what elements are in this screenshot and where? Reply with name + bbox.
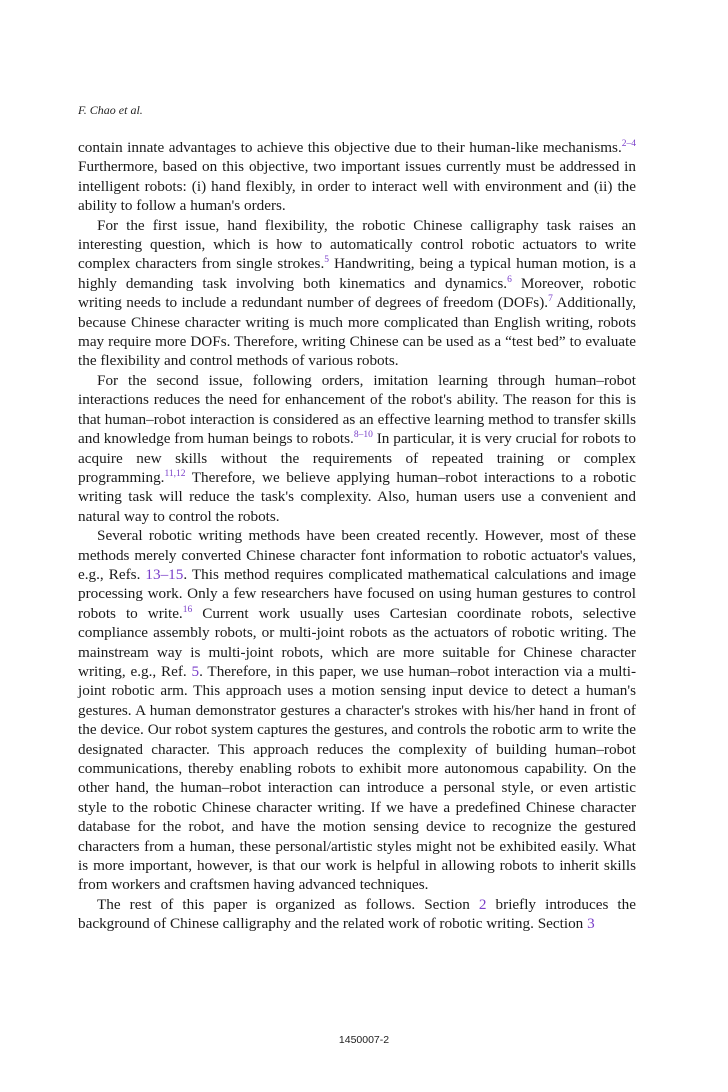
paragraph-1: [78, 138, 636, 216]
paragraph-2-text-1: For the first issue, hand flexibility, the robotic Chinese calligraphy task raises an interesting question, which is how to automatically control robotic actuators to write complex characters from single strokes.: [78, 216, 636, 273]
citation-link[interactable]: 11,12: [164, 468, 186, 479]
citation-link[interactable]: 5: [324, 255, 329, 266]
paragraph-5-text-2: briefly introduces the background of Chinese calligraphy and the related work of robotic writing. Section: [78, 895, 636, 933]
paragraph-4-text-3: Current work usually uses Cartesian coordinate robots, selective compliance assembly robots, or multi-joint robots as the actuators of robotic writing. The mainstream way is multi-joint robots, which are more suitable for Chinese character writing, e.g., Ref.: [78, 604, 636, 680]
paragraph-5: [78, 895, 636, 934]
paragraph-1-text-2: Furthermore, based on this objective, two important issues currently must be addressed in intelligent robots: (i) hand flexibly, in order to interact well with environment and (ii) the ability to follow a human's orders.: [78, 158, 636, 215]
citation-link[interactable]: 8–10: [353, 430, 373, 441]
running-head: F. Chao et al.: [78, 103, 143, 117]
paragraph-2-text-3: Moreover, robotic writing needs to include a redundant number of degrees of freedom (DOFs).: [78, 274, 636, 312]
paragraph-4: [78, 526, 636, 895]
paragraph-3-text-3: Therefore, we believe applying human–robot interactions to a robotic writing task will reduce the task's complexity. Also, human users use a convenient and natural way to control the robots.: [78, 468, 636, 525]
paragraph-3-text-2: In particular, it is very crucial for robots to acquire new skills without the requirements of repeated training or complex programming.: [78, 430, 636, 486]
section-link[interactable]: 2: [478, 895, 487, 913]
main-body: [78, 138, 636, 934]
paragraph-3: [78, 371, 636, 526]
paragraph-4-text-1: Several robotic writing methods have been created recently. However, most of these methods merely converted Chinese character font information to robotic actuator's values, e.g., Refs.: [78, 527, 636, 583]
citation-link[interactable]: 2–4: [621, 139, 636, 149]
paragraph-2: [78, 216, 636, 371]
page-number: 1450007-2: [338, 1034, 390, 1046]
section-link[interactable]: 3: [587, 915, 595, 933]
paragraph-2-text-4: Additionally, because Chinese character writing is much more complicated than English writing, robots may require more DOFs. Therefore, writing Chinese can be used as a “test bed” to evaluate the flexibility and control methods of various robots.: [78, 294, 637, 370]
paragraph-2-text-2: Handwriting, being a typical human motion, is a highly demanding task involving both kinematics and dynamics.: [78, 255, 636, 292]
paragraph-4-text-4: . Therefore, in this paper, we use human–robot interaction via a multi-joint robotic arm. This approach uses a motion sensing input device to detect a human's gestures. A human demonstrator gestures a character's strokes with his/her hand in front of the device. Our robot system captures the gestures, and controls the robotic arm to write the designated character. This approach reduces the complexity of building human–robot communications, thereby enabling robots to exhibit more autonomous capability. On the other hand, the human–robot interaction can introduce a personal style, or even artistic style to the robotic Chinese character writing. If we have a predefined Chinese character database for the robot, and have the motion sensing device to recognize the gestured characters from a human, these personal/artistic styles might not be exhibited easily. What is more important, however, is that our work is helpful in allowing robots to inherit skills from workers and craftsmen having advanced techniques.: [78, 662, 637, 894]
citation-link[interactable]: 16: [182, 604, 193, 615]
paragraph-3-text-1: For the second issue, following orders, imitation learning through human–robot interactions reduces the need for enhancement of the robot's ability. The reason for this is that human–robot interaction is considered as an effective learning method to transfer skills and knowledge from human beings to robots.: [78, 371, 636, 448]
reference-link[interactable]: 13–15: [145, 565, 184, 583]
citation-link[interactable]: 6: [507, 274, 512, 285]
paragraph-1-text-1: contain innate advantages to achieve this objective due to their human-like mechanisms.: [78, 139, 622, 156]
paragraph-4-text-2: . This method requires complicated mathematical calculations and image processing work. Only a few researchers have focused on using human gestures to control robots to write.: [78, 565, 636, 622]
citation-link[interactable]: 7: [548, 294, 553, 305]
paragraph-5-text-1: The rest of this paper is organized as follows. Section: [97, 895, 479, 913]
reference-link[interactable]: 5: [191, 662, 200, 680]
